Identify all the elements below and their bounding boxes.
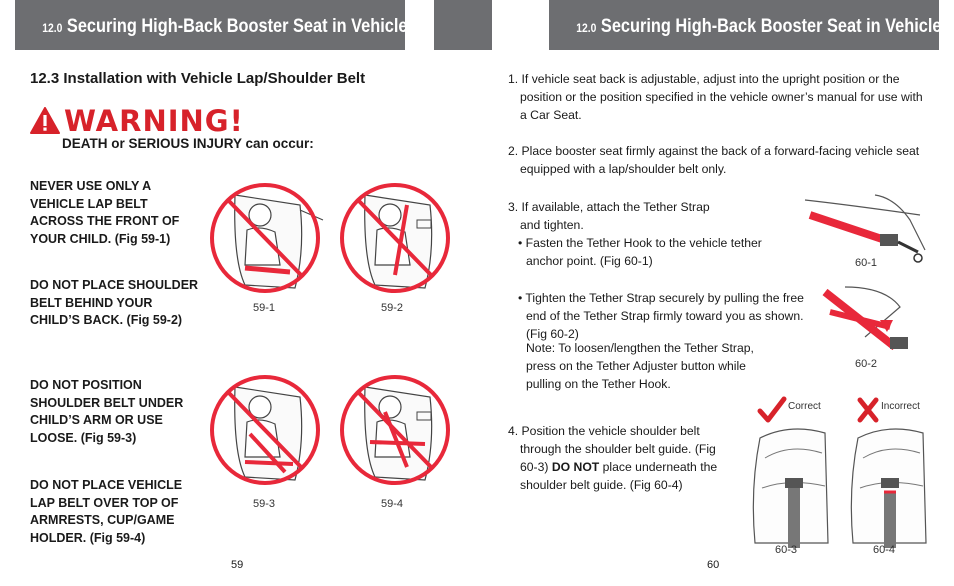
- figure-60-4: [848, 418, 928, 548]
- figure-59-4: [335, 372, 455, 487]
- figure-59-1: [205, 180, 325, 295]
- figure-59-3: [205, 372, 325, 487]
- warning-word: WARNING!: [64, 104, 244, 138]
- warning-banner: [30, 104, 244, 138]
- right-header-number: 12.0: [576, 21, 597, 35]
- header-spacer-block: [434, 0, 492, 50]
- page-number-right: 60: [707, 559, 720, 571]
- step-4-do-not: DO NOT: [551, 460, 600, 474]
- figure-60-1-caption: 60-1: [855, 257, 878, 269]
- figure-60-3: [750, 418, 830, 548]
- step-2: 2. Place booster seat firmly against the back of a forward-facing vehicle seat equipped with a lap/shoulder belt only.: [508, 144, 920, 176]
- left-header: [15, 0, 408, 50]
- step-4: [508, 422, 730, 494]
- step-3-note: Note: To loosen/lengthen the Tether Strap, press on the Tether Adjuster button while pulling on the Tether Hook.: [526, 341, 754, 391]
- step-3-bullet-2: • Tighten the Tether Strap securely by pulling the free end of the Tether Strap firmly toward you as shown. (Fig 60-2): [518, 291, 804, 341]
- warning-triangle-icon: [30, 107, 60, 135]
- page-number-left: 59: [231, 559, 244, 571]
- correct-label: Correct: [788, 401, 821, 412]
- rule-1: NEVER USE ONLY A VEHICLE LAP BELT ACROSS THE FRONT OF YOUR CHILD. (Fig 59-1): [30, 179, 180, 246]
- figure-59-4-caption: 59-4: [381, 498, 404, 510]
- right-header-title: Securing High-Back Booster Seat in Vehicle: [600, 16, 942, 37]
- rule-2: DO NOT PLACE SHOULDER BELT BEHIND YOUR CHILD’S BACK. (Fig 59-2): [30, 278, 199, 327]
- step-3: 3. If available, attach the Tether Strap and tighten.: [508, 200, 710, 232]
- step-4-text-a: 4. Position the vehicle shoulder belt through the shoulder belt guide. (Fig 60-3): [508, 424, 716, 474]
- warning-subtitle: DEATH or SERIOUS INJURY can occur:: [62, 136, 314, 151]
- left-header-number: 12.0: [42, 21, 63, 35]
- figure-60-4-caption: 60-4: [873, 544, 896, 556]
- figure-59-2: [335, 180, 455, 295]
- figure-60-2: [805, 282, 930, 357]
- figure-59-3-caption: 59-3: [253, 498, 276, 510]
- right-header: [549, 0, 942, 50]
- figure-59-2-caption: 59-2: [381, 302, 404, 314]
- figure-59-1-caption: 59-1: [253, 302, 276, 314]
- incorrect-label: Incorrect: [881, 401, 920, 412]
- figure-60-3-caption: 60-3: [775, 544, 798, 556]
- figure-60-1: [800, 190, 930, 265]
- step-3-bullet-1: • Fasten the Tether Hook to the vehicle tether anchor point. (Fig 60-1): [518, 236, 762, 268]
- left-header-title: Securing High-Back Booster Seat in Vehicle: [66, 16, 408, 37]
- figure-60-2-caption: 60-2: [855, 358, 878, 370]
- rule-3: DO NOT POSITION SHOULDER BELT UNDER CHILD’S ARM OR USE LOOSE. (Fig 59-3): [30, 378, 184, 445]
- rule-4: DO NOT PLACE VEHICLE LAP BELT OVER TOP OF ARMRESTS, CUP/GAME HOLDER. (Fig 59-4): [30, 478, 183, 545]
- step-1: 1. If vehicle seat back is adjustable, adjust into the upright position or the position or the position specified in the vehicle owner’s manual for use with a Car Seat.: [508, 72, 923, 122]
- section-title: 12.3 Installation with Vehicle Lap/Shoulder Belt: [30, 70, 366, 87]
- step-4-text-b: place underneath the shoulder belt guide. (Fig 60-4): [520, 460, 718, 492]
